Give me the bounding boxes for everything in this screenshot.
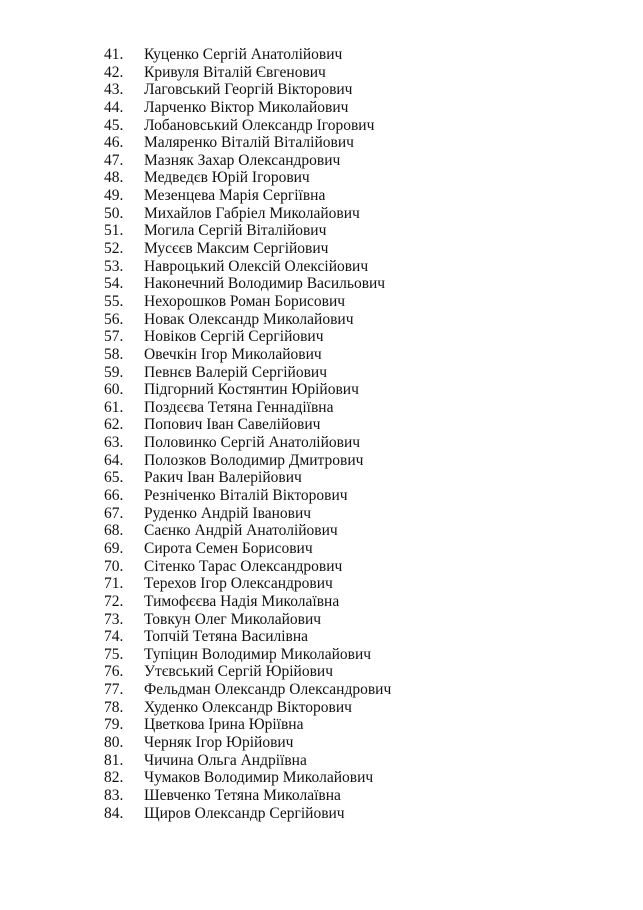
- item-number: 56.: [104, 310, 124, 328]
- person-name: Медведєв Юрій Ігорович: [144, 169, 310, 187]
- person-name: Шевченко Тетяна Миколаївна: [144, 786, 341, 804]
- item-number: 58.: [104, 345, 124, 363]
- item-number: 73.: [104, 610, 124, 628]
- person-name: Попович Іван Савелійович: [144, 416, 321, 434]
- person-name: Руденко Андрій Іванович: [144, 504, 312, 522]
- item-number: 61.: [104, 398, 124, 416]
- item-number: 75.: [104, 645, 124, 663]
- item-number: 82.: [104, 769, 124, 787]
- person-name: Утєвський Сергій Юрійович: [144, 663, 334, 681]
- person-name: Лобановський Олександр Ігорович: [144, 116, 375, 134]
- item-number: 66.: [104, 487, 124, 505]
- item-number: 72.: [104, 592, 124, 610]
- person-name: Ракич Іван Валерійович: [144, 469, 302, 487]
- person-name: Тимофєєва Надія Миколаївна: [144, 592, 340, 610]
- item-number: 64.: [104, 451, 124, 469]
- person-name: Сирота Семен Борисович: [144, 539, 313, 557]
- person-name: Чичина Ольга Андріївна: [144, 751, 307, 769]
- item-number: 65.: [104, 469, 124, 487]
- item-number: 49.: [104, 187, 124, 205]
- person-name: Кривуля Віталій Євгенович: [144, 63, 326, 81]
- item-number: 84.: [104, 804, 124, 822]
- person-name: Чумаков Володимир Миколайович: [144, 769, 374, 787]
- item-number: 80.: [104, 733, 124, 751]
- item-number: 52.: [104, 240, 124, 258]
- person-name: Куценко Сергій Анатолійович: [144, 46, 343, 63]
- item-number: 50.: [104, 204, 124, 222]
- person-name: Лаговський Георгій Вікторович: [144, 81, 353, 99]
- person-name: Резніченко Віталій Вікторович: [144, 487, 348, 505]
- person-name: Мазняк Захар Олександрович: [144, 151, 341, 169]
- person-name: Новак Олександр Миколайович: [144, 310, 354, 328]
- item-number: 68.: [104, 522, 124, 540]
- person-name: Ларченко Віктор Миколайович: [144, 98, 349, 116]
- item-number: 47.: [104, 151, 124, 169]
- person-name: Полозков Володимир Дмитрович: [144, 451, 364, 469]
- person-name: Тупіцин Володимир Миколайович: [144, 645, 372, 663]
- person-name: Терехов Ігор Олександрович: [144, 575, 333, 593]
- person-name: Поздєєва Тетяна Геннадіївна: [144, 398, 334, 416]
- item-number: 43.: [104, 81, 124, 99]
- person-name: Новіков Сергій Сергійович: [144, 328, 324, 346]
- person-name: Підгорний Костянтин Юрійович: [144, 381, 359, 399]
- person-name: Половинко Сергій Анатолійович: [144, 434, 361, 452]
- person-name: Нехорошков Роман Борисович: [144, 292, 346, 310]
- item-number: 74.: [104, 628, 124, 646]
- person-name: Топчій Тетяна Василівна: [144, 628, 309, 646]
- person-name: Цветкова Ірина Юріївна: [144, 716, 304, 734]
- item-number: 76.: [104, 663, 124, 681]
- person-name: Навроцький Олексій Олексійович: [144, 257, 369, 275]
- item-number: 69.: [104, 539, 124, 557]
- item-number: 63.: [104, 434, 124, 452]
- person-name: Наконечний Володимир Васильович: [144, 275, 386, 293]
- person-name: Щиров Олександр Сергійович: [144, 804, 345, 822]
- person-name: Овечкін Ігор Миколайович: [144, 345, 322, 363]
- person-name: Певнєв Валерій Сергійович: [144, 363, 328, 381]
- item-number: 42.: [104, 63, 124, 81]
- item-number: 44.: [104, 98, 124, 116]
- item-number: 46.: [104, 134, 124, 152]
- item-number: 54.: [104, 275, 124, 293]
- person-name: Мезенцева Марія Сергіївна: [144, 187, 326, 205]
- person-name: Мусєєв Максим Сергійович: [144, 240, 329, 258]
- person-name: Товкун Олег Миколайович: [144, 610, 322, 628]
- person-name: Маляренко Віталій Віталійович: [144, 134, 354, 152]
- item-number: 55.: [104, 292, 124, 310]
- item-number: 67.: [104, 504, 124, 522]
- item-number: 60.: [104, 381, 124, 399]
- item-number: 62.: [104, 416, 124, 434]
- person-name: Саєнко Андрій Анатолійович: [144, 522, 338, 540]
- person-name: Фельдман Олександр Олександрович: [144, 681, 392, 699]
- item-number: 57.: [104, 328, 124, 346]
- item-number: 70.: [104, 557, 124, 575]
- item-number: 79.: [104, 716, 124, 734]
- item-number: 45.: [104, 116, 124, 134]
- person-name: Михайлов Габріел Миколайович: [144, 204, 360, 222]
- item-number: 53.: [104, 257, 124, 275]
- item-number: 51.: [104, 222, 124, 240]
- item-number: 71.: [104, 575, 124, 593]
- item-number: 48.: [104, 169, 124, 187]
- item-number: 78.: [104, 698, 124, 716]
- person-name: Могила Сергій Віталійович: [144, 222, 327, 240]
- item-number: 59.: [104, 363, 124, 381]
- item-number: 77.: [104, 681, 124, 699]
- person-name: Худенко Олександр Вікторович: [144, 698, 352, 716]
- person-name: Сітенко Тарас Олександрович: [144, 557, 343, 575]
- item-number: 41.: [104, 46, 124, 63]
- item-number: 83.: [104, 786, 124, 804]
- person-name: Черняк Ігор Юрійович: [144, 733, 294, 751]
- item-number: 81.: [104, 751, 124, 769]
